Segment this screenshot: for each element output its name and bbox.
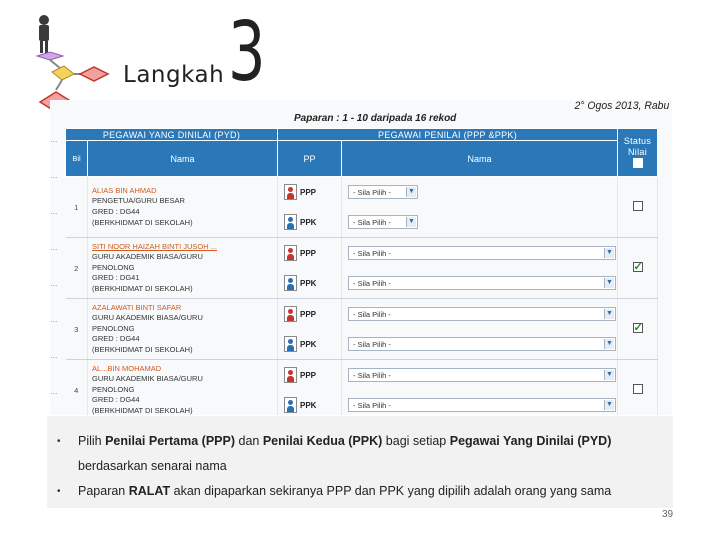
left-margin-dots: ... ... ... ... ... ... ... ... (50, 134, 58, 396)
pyd-placement: (BERKHIDMAT DI SEKOLAH) (92, 283, 193, 293)
date-label: 2° Ogos 2013, Rabu (574, 100, 670, 112)
person-search-icon (284, 397, 297, 413)
ppk-select[interactable]: - Sila Pilih - ▼ (348, 276, 616, 290)
person-search-icon (284, 336, 297, 352)
slide-title-word: Langkah (123, 62, 225, 88)
pp-cell (278, 360, 342, 416)
person-search-icon (284, 214, 297, 230)
status-checkbox[interactable] (633, 262, 643, 272)
person-search-icon (284, 367, 297, 383)
row-number: 1 (66, 177, 88, 238)
pp-cell (278, 299, 342, 360)
pp-cell (278, 238, 342, 299)
pyd-grade: GRED : DG44 (92, 334, 140, 344)
person-search-icon (284, 306, 297, 322)
evaluator-select-cell (342, 177, 618, 238)
pyd-placement: (BERKHIDMAT DI SEKOLAH) (92, 405, 193, 415)
pyd-position-cont: PENOLONG (92, 384, 135, 394)
status-checkbox[interactable] (633, 201, 643, 211)
evaluator-select-cell (342, 360, 618, 416)
table-row (66, 238, 658, 299)
ppk-lookup-button[interactable]: PPK (278, 390, 341, 415)
select-all-checkbox[interactable] (633, 158, 643, 168)
pyd-name: SITI NOOR HAIZAH BINTI JUSOH ... (92, 241, 218, 251)
group-header-pyd: PEGAWAI YANG DINILAI (PYD) (66, 129, 278, 141)
pyd-grade: GRED : DG41 (92, 273, 140, 283)
header-status-label: Status Nilai (623, 135, 652, 157)
instruction-line-1-cont: berdasarkan senarai nama (78, 459, 227, 473)
instruction-line-2: Paparan RALAT akan dipaparkan sekiranya PPP dan PPK yang dipilih adalah orang yang sama (78, 484, 612, 498)
pyd-position: GURU AKADEMIK BIASA/GURU (92, 374, 203, 384)
chevron-down-icon: ▼ (604, 309, 614, 319)
pyd-grade: GRED : DG44 (92, 395, 140, 405)
pyd-name: ALIAS BIN AHMAD (92, 185, 157, 195)
table-row (66, 360, 658, 416)
chevron-down-icon: ▼ (604, 248, 614, 258)
chevron-down-icon: ▼ (406, 217, 416, 227)
slide-title-number: 3 (228, 5, 266, 100)
status-cell (618, 299, 658, 360)
ppk-select[interactable]: - Sila Pilih - ▼ (348, 337, 616, 351)
evaluator-select-cell (342, 238, 618, 299)
record-range-label: Paparan : 1 - 10 daripada 16 rekod (294, 113, 457, 124)
pyd-position: GURU AKADEMIK BIASA/GURU (92, 252, 203, 262)
ppk-select[interactable]: - Sila Pilih - ▼ (348, 398, 616, 412)
pyd-info (88, 238, 278, 299)
ppp-select[interactable]: - Sila Pilih - ▼ (348, 185, 418, 199)
ppp-lookup-button[interactable]: PPP (278, 177, 341, 207)
pp-cell (278, 177, 342, 238)
ppp-select[interactable]: - Sila Pilih - ▼ (348, 246, 616, 260)
pyd-position-cont: PENOLONG (92, 323, 135, 333)
pyd-position-cont: PENOLONG (92, 262, 135, 272)
page-number: 39 (662, 509, 674, 520)
group-header-penilai: PEGAWAI PENILAI (PPP &PPK) (278, 129, 618, 141)
ppk-lookup-button[interactable]: PPK (278, 268, 341, 298)
ppp-lookup-button[interactable]: PPP (278, 299, 341, 329)
pyd-position: GURU AKADEMIK BIASA/GURU (92, 313, 203, 323)
chevron-down-icon: ▼ (604, 400, 614, 410)
chevron-down-icon: ▼ (604, 339, 614, 349)
pyd-name: AL...BIN MOHAMAD (92, 363, 162, 373)
person-search-icon (284, 275, 297, 291)
chevron-down-icon: ▼ (604, 370, 614, 380)
status-cell (618, 238, 658, 299)
evaluator-select-cell (342, 299, 618, 360)
status-cell (618, 360, 658, 416)
pyd-info (88, 299, 278, 360)
chevron-down-icon: ▼ (406, 187, 416, 197)
ppk-lookup-button[interactable]: PPK (278, 329, 341, 359)
ppk-select[interactable]: - Sila Pilih - ▼ (348, 215, 418, 229)
ppp-lookup-button[interactable]: PPP (278, 238, 341, 268)
evaluator-table (65, 128, 658, 415)
status-cell (618, 177, 658, 238)
pyd-placement: (BERKHIDMAT DI SEKOLAH) (92, 217, 193, 227)
embedded-screenshot (50, 100, 672, 415)
chevron-down-icon: ▼ (604, 278, 614, 288)
instruction-panel (47, 416, 673, 508)
ppp-select[interactable]: - Sila Pilih - ▼ (348, 307, 616, 321)
pyd-placement: (BERKHIDMAT DI SEKOLAH) (92, 344, 193, 354)
pyd-info (88, 360, 278, 416)
ppp-select[interactable]: - Sila Pilih - ▼ (348, 368, 616, 382)
pyd-grade: GRED : DG44 (92, 207, 140, 216)
header-nama: Nama (88, 141, 278, 177)
row-number: 4 (66, 360, 88, 416)
person-search-icon (284, 184, 297, 200)
status-checkbox[interactable] (633, 384, 643, 394)
bullet-icon: • (57, 436, 61, 447)
table-row (66, 299, 658, 360)
header-nama-penilai: Nama (342, 141, 618, 177)
header-bil: Bil (66, 141, 88, 177)
row-number: 2 (66, 238, 88, 299)
pyd-position: PENGETUA/GURU BESAR (92, 196, 185, 206)
instruction-line-1: Pilih Penilai Pertama (PPP) dan Penilai Kedua (PPK) bagi setiap Pegawai Yang Dinilai (PYD) (78, 434, 612, 448)
ppp-lookup-button[interactable]: PPP (278, 360, 341, 390)
ppk-lookup-button[interactable]: PPK (278, 207, 341, 237)
pyd-info (88, 177, 278, 238)
pyd-name: AZALAWATI BINTI SAFAR (92, 302, 182, 312)
table-row (66, 177, 658, 238)
header-status (618, 129, 658, 177)
status-checkbox[interactable] (633, 323, 643, 333)
person-search-icon (284, 245, 297, 261)
header-pp: PP (278, 141, 342, 177)
bullet-icon: • (57, 486, 61, 497)
row-number: 3 (66, 299, 88, 360)
